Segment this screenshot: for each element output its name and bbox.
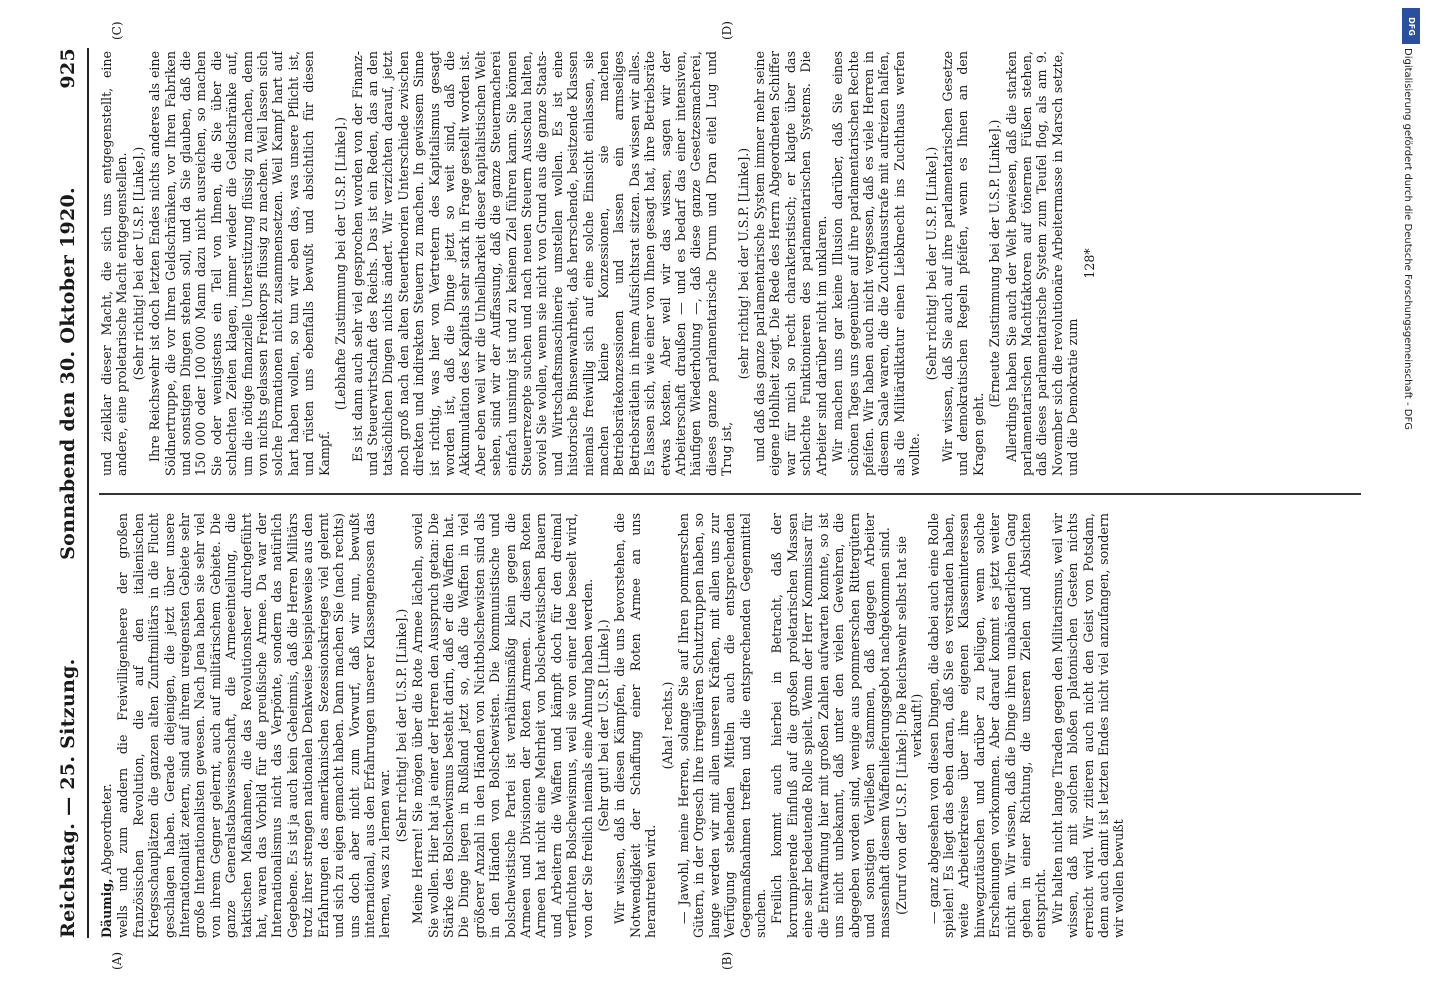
interjection: (Sehr richtig! bei der U.S.P. [Linke].): [130, 146, 146, 381]
paragraph: — Jawohl, meine Herren, solange Sie auf Ihren pommerschen Gütern, in der Orgesch Ihre irregulären Schutztruppen haben, so lange werden wir mit allen unseren Kräften, mit allen uns zur Verfügung stehenden Mitteln auch die entsprechenden Gegenmaßnahmen treffen und die entsprechenden Gegenmittel suchen.: [676, 513, 769, 938]
paragraph: — ganz abgesehen von diesen Dingen, die dabei auch eine Rolle spielen! Es liegt das eben daran, daß Sie es verstanden haben, weite Arbeiterkreise über ihre eigenen Klasseninteressen hinwegzutäuschen und darüber zu belügen, wenn solche Erscheinungen vorkommen. Aber darauf kommt es jetzt weiter nicht an. Wir wissen, daß die Dinge ihren unabänderlichen Gang gehen in einer Richtung, die unseren Zielen und Absichten entspricht.: [925, 513, 1049, 938]
funding-notice-text: Digitalisierung gefördert durch die Deutsche Forschungsgemeinschaft - DFG: [1402, 48, 1413, 431]
footer-mark: 128*: [1081, 248, 1097, 279]
header-rule: [87, 48, 89, 938]
dfg-logo: DFG: [1402, 8, 1420, 44]
running-header: [55, 48, 81, 938]
header-date: Sonnabend den 30. Oktober 1920.: [57, 187, 79, 560]
paragraph: Wir machen uns gar keine Illusion darüber, daß Sie eines schönen Tages uns gegenüber auf ihre parlamentarischen Rechte pfeifen. Wir haben auch nicht vergessen, daß es viele Herren in diesem Saale waren, die die Zuchthausstrafe mit aufreizen halfen, als die Militärdiktatur einen Liebknecht ins Zuchthaus werfen wollte.: [830, 51, 923, 476]
speaker-name: Däumig,: [99, 878, 114, 938]
margin-marker-b: (B): [720, 951, 734, 970]
paragraph: Ihre Reichswehr ist doch letzten Endes nichts anderes als eine Söldnertruppe, die vor Ihren Geldschränken, vor Ihren Fabriken und sonstigen Dingen stehen soll, und da Sie glauben, daß die 150 000 oder 100 000 Mann dazu nicht ausreichen, so machen Sie oder wenigstens ein Teil von Ihnen, die Sie über die schlechten Zeiten klagen, immer wieder die Geldschränke auf, um die nötige finanzielle Unterstützung flüssig zu machen, denn von nichts gelassen Freikorps flüssig zu machen. Weil lassen sich solche Formationen nicht zusammensetzen. Weil Kampf hart auf hart haben wollen, so tun wir eben das, was unsere Pflicht ist, und rüsten uns ebenfalls bewußt und absichtlich für diesen Kampf.: [147, 51, 332, 476]
interjection: (Zuruf von der U.S.P. [Linke]: Die Reichswehr selbst hat sie verkauft!): [893, 536, 925, 915]
paragraph: Freilich kommt auch hierbei in Betracht, daß der korrumpierende Einfluß auf die großen proletarischen Massen eine sehr bedeutende Rolle spielt. Wenn der Herr Kommissar für die Entwaffnung hier mit großen Zahlen aufwarten konnte, so ist uns nicht unbekannt, daß unter den vielen Gewehren, die abgegeben worden sind, wenige aus pommerschen Rittergütern und sonstigen Verließen stammen, daß dagegen Arbeiter massenhaft diesem Waffenlieferungsgebot nachgekommen sind.: [769, 513, 893, 938]
interjection: (Sehr gut! bei der U.S.P. [Linke].): [596, 619, 611, 832]
paragraph: Wir wissen, daß in diesen Kämpfen, die uns bevorstehen, die Notwendigkeit der Schaffung einer Roten Armee an uns herantreten wird.: [612, 513, 659, 938]
column-divider: [99, 493, 1361, 495]
paragraph: Wir halten nicht lange Tiraden gegen den Militarismus, weil wir wissen, daß mit solchen bloßen platonischen Gesten nichts erreicht wird. Wir zitieren auch nicht den Geist von Potsdam, denn auch damit ist letzten Endes nicht viel anzufangen, sondern wir wollen bewußt: [1049, 513, 1127, 938]
digitization-notice: [1398, 8, 1424, 992]
left-column: [99, 513, 1364, 938]
header-left: Reichstag. — 25. Sitzung.: [57, 658, 79, 938]
paragraph: Meine Herren! Sie mögen über die Rote Armee lächeln, soviel Sie wollen. Hier hat ja einer der Herren den Ausspruch getan: Die Stärke des Bolschewismus besteht darin, daß er die Waffen hat. Die Dinge liegen in Rußland jetzt so, daß die Waffen in viel größerer Anzahl in den Händen von Nichtbolschewisten sind als in den Händen von Bolschewisten. Die kommunistische und bolschewistische Partei ist verhältnismäßig klein gegen die Armeen und Divisionen der Roten Armeen. Zu diesen Roten Armeen hat nicht eine Mehrheit von bolschewistischen Bauern und Arbeitern die Waffen und kämpft doch für den dreimal verfluchten Bolschewismus, weil sie von einer Idee beseelt wird, von der Sie freilich niemals eine Ahnung haben werden.: [410, 513, 595, 938]
margin-marker-a: (A): [110, 951, 124, 970]
right-column: [99, 51, 1364, 476]
page-number: 925: [57, 48, 79, 89]
interjection: (Erneute Zustimmung bei der U.S.P. [Linke].): [987, 119, 1003, 408]
paragraph: wells und zum andern die Freiwilligenheere der großen französischen Revolution, die auf den italienischen Kriegsschauplätzen die ganzen alten Zunftmilitärs in die Flucht geschlagen haben. Gerade diejenigen, die jetzt über unsere Internationalität zetern, sind auf ihrem ureigensten Gebiete sehr große Internationalisten gewesen. Nach Jena haben sie sehr viel von ihrem Gegner gelernt, auch auf militärischem Gebiete. Die ganze Generalstabswissenschaft, die Armeeeinteilung, die taktischen Maßnahmen, die das Revolutionsheer durchgeführt hat, waren das Vorbild für die preußische Armee. Da war der Internationalismus nicht das Verpönte, sondern das natürlich Gegebene. Es ist ja auch kein Geheimnis, daß die Herren Militärs trotz ihrer strengen nationalen Denkweise beispielsweise aus den Erfahrungen des amerikanischen Sezessionskrieges viel gelernt und sich zu eigen gemacht haben. Dann machen Sie (nach rechts) uns doch aber nicht zum Vorwurf, daß wir nun, bewußt international, aus den Erfahrungen unserer Klassengenossen das lernen, was zu lernen war.: [115, 513, 393, 938]
paragraph: und zielklar dieser Macht, die sich uns entgegenstellt, eine andere, eine proletarische Macht entgegenstellen.: [99, 51, 130, 476]
page-content: [55, 48, 1375, 938]
margin-marker-d: (D): [720, 21, 734, 40]
interjection: (Sehr richtig! bei der U.S.P. [Linke].): [923, 146, 939, 381]
paragraph: Wir wissen, daß Sie auch auf ihre parlamentarischen Gesetze und demokratischen Regeln pfeifen, wenn es Ihnen an den Kragen geht.: [939, 51, 986, 476]
interjection: (Aha! rechts.): [659, 681, 675, 770]
paragraph: Allerdings haben Sie auch der Welt bewiesen, daß die starken parlamentarischen Machtfaktoren auf tönernen Füßen stehen, daß dieses parlamentarische System zum Teufel flog, als am 9. November sich die revolutionäre Arbeitermasse in Marsch setzte, und die Demokratie zum: [1003, 51, 1081, 476]
speaker-role: Abgeordneter.: [99, 783, 114, 875]
speaker-line: [99, 513, 114, 938]
interjection: (sehr richtig! bei der U.S.P. [Linke].): [735, 147, 751, 380]
paragraph: und daß das ganze parlamentarische System immer mehr seine eigene Hohlheit zeigt. Die Rede des Herrn Abgeordneten Schiffer war für mich so recht charakteristisch; er klagte über das schlechte Funktionieren des parlamentarischen Systems. Die Arbeiter sind darüber nicht im unklaren.: [752, 51, 829, 476]
interjection: (Sehr richtig! bei der U.S.P. [Linke].): [393, 608, 409, 843]
margin-marker-c: (C): [110, 21, 124, 40]
paragraph: Es ist dann auch sehr viel gesprochen worden von der Finanz- und Steuerwirtschaft des Reichs. Das ist ein Reden, das an den tatsächlichen Dingen nichts ändert. Wir verzichten darauf, jetzt noch groß nach den alten Steuertheorien Unterschiede zwischen direkten und indirekten Steuern zu machen. In gewissem Sinne ist richtig, was hier von Vertretern des Kapitalismus gesagt worden ist, daß die Dinge jetzt so weit sind, daß die Akkumulation des Kapitals sehr stark in Frage gestellt worden ist. Aber eben weil wir die Unheilbarkeit dieser kapitalistischen Welt sehen, sind wir der Auffassung, daß die ganze Steuermacherei einfach unsinnig ist und zu keinem Ziel führen kann. Sie können Steuerrezepte suchen und nach neuen Steuern Ausschau halten, soviel Sie wollen, wenn sie nicht von Grund aus die ganze Staats- und Wirtschaftsmaschinerie umstellen wollen. Es ist eine historische Binsenwahrheit, daß herrschende, besitzende Klassen niemals freiwillig sich auf eine solche Einsicht einlassen, sie machen kleine Konzessionen, sie machen Betriebsrätekonzessionen und lassen ein armseliges Betriebsrätlein in ihrem Aufsichtsrat sitzen. Das wissen wir alles. Es lassen sich, wie einer von Ihnen gesagt hat, ihre Betriebsräte etwas kosten. Aber weil wir das wissen, sagen wir der Arbeiterschaft draußen — und es bedarf das einer intensiven, häufigen Wiederholung —, daß diese ganze Gesetzesmacherei, dieses ganze parlamentarische Drum und Dran eitel Lug und Trug ist,: [349, 51, 735, 476]
interjection: (Lebhafte Zustimmung bei der U.S.P. [Linke].): [333, 116, 349, 411]
